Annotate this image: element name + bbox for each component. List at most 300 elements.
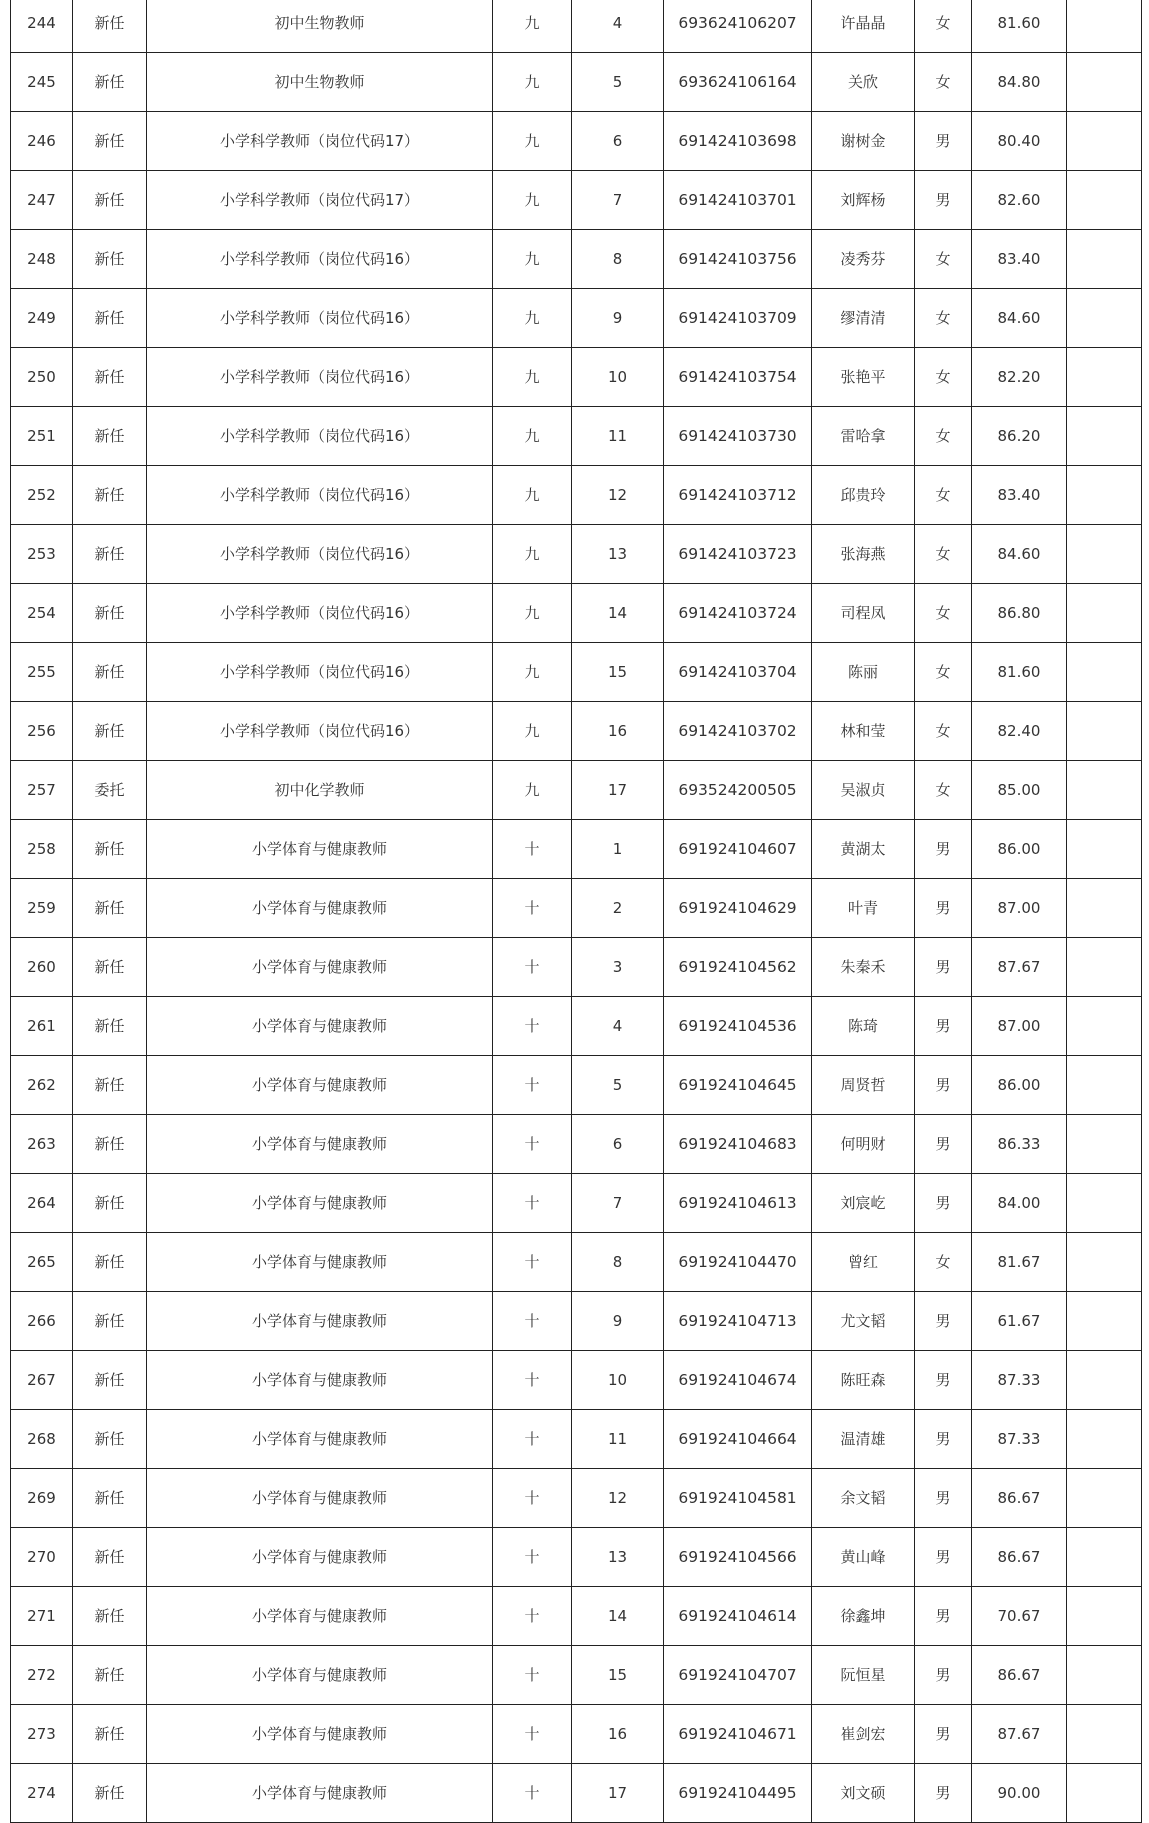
hire-type-cell: 新任	[73, 1646, 147, 1705]
gender-cell: 男	[915, 1587, 972, 1646]
score-cell: 86.00	[972, 1056, 1067, 1115]
exam-id-cell: 691924104607	[664, 820, 812, 879]
gender-cell: 女	[915, 643, 972, 702]
hire-type-cell: 新任	[73, 1410, 147, 1469]
name-cell: 黄湖太	[812, 820, 915, 879]
score-cell: 84.60	[972, 289, 1067, 348]
exam-id-cell: 691924104613	[664, 1174, 812, 1233]
order-cell: 16	[572, 1705, 664, 1764]
table-row	[11, 1233, 1142, 1292]
remarks-cell	[1067, 879, 1142, 938]
row-number-cell: 258	[11, 820, 73, 879]
group-cell: 九	[493, 761, 572, 820]
order-cell: 6	[572, 112, 664, 171]
gender-cell: 男	[915, 112, 972, 171]
row-number-cell: 269	[11, 1469, 73, 1528]
row-number-cell: 272	[11, 1646, 73, 1705]
row-number-cell: 271	[11, 1587, 73, 1646]
position-cell: 小学体育与健康教师	[147, 1056, 493, 1115]
gender-cell: 女	[915, 761, 972, 820]
order-cell: 14	[572, 1587, 664, 1646]
score-cell: 83.40	[972, 466, 1067, 525]
score-cell: 84.60	[972, 525, 1067, 584]
hire-type-cell: 新任	[73, 466, 147, 525]
table-row	[11, 112, 1142, 171]
table-row	[11, 761, 1142, 820]
name-cell: 雷哈拿	[812, 407, 915, 466]
exam-id-cell: 693624106207	[664, 0, 812, 53]
table-row	[11, 820, 1142, 879]
hire-type-cell: 新任	[73, 1115, 147, 1174]
name-cell: 尤文韬	[812, 1292, 915, 1351]
row-number-cell: 267	[11, 1351, 73, 1410]
score-cell: 81.67	[972, 1233, 1067, 1292]
order-cell: 6	[572, 1115, 664, 1174]
position-cell: 小学体育与健康教师	[147, 1410, 493, 1469]
hire-type-cell: 新任	[73, 112, 147, 171]
table-row	[11, 525, 1142, 584]
position-cell: 初中化学教师	[147, 761, 493, 820]
score-cell: 87.33	[972, 1351, 1067, 1410]
name-cell: 叶青	[812, 879, 915, 938]
name-cell: 曾红	[812, 1233, 915, 1292]
table-row	[11, 1351, 1142, 1410]
order-cell: 13	[572, 1528, 664, 1587]
position-cell: 小学体育与健康教师	[147, 1587, 493, 1646]
order-cell: 12	[572, 1469, 664, 1528]
order-cell: 5	[572, 1056, 664, 1115]
name-cell: 许晶晶	[812, 0, 915, 53]
gender-cell: 男	[915, 1469, 972, 1528]
exam-id-cell: 691924104581	[664, 1469, 812, 1528]
gender-cell: 女	[915, 1233, 972, 1292]
row-number-cell: 274	[11, 1764, 73, 1823]
gender-cell: 女	[915, 702, 972, 761]
gender-cell: 男	[915, 1115, 972, 1174]
table-row	[11, 1705, 1142, 1764]
group-cell: 十	[493, 1056, 572, 1115]
remarks-cell	[1067, 1587, 1142, 1646]
position-cell: 小学体育与健康教师	[147, 1351, 493, 1410]
row-number-cell: 265	[11, 1233, 73, 1292]
remarks-cell	[1067, 1115, 1142, 1174]
group-cell: 九	[493, 230, 572, 289]
group-cell: 十	[493, 1115, 572, 1174]
name-cell: 凌秀芬	[812, 230, 915, 289]
row-number-cell: 253	[11, 525, 73, 584]
name-cell: 刘辉杨	[812, 171, 915, 230]
order-cell: 1	[572, 820, 664, 879]
gender-cell: 女	[915, 348, 972, 407]
remarks-cell	[1067, 0, 1142, 53]
gender-cell: 男	[915, 1056, 972, 1115]
score-cell: 84.80	[972, 53, 1067, 112]
table-row	[11, 289, 1142, 348]
name-cell: 徐鑫坤	[812, 1587, 915, 1646]
order-cell: 4	[572, 0, 664, 53]
name-cell: 林和莹	[812, 702, 915, 761]
row-number-cell: 252	[11, 466, 73, 525]
score-cell: 86.67	[972, 1469, 1067, 1528]
exam-id-cell: 691424103698	[664, 112, 812, 171]
table-row	[11, 1056, 1142, 1115]
gender-cell: 男	[915, 171, 972, 230]
remarks-cell	[1067, 407, 1142, 466]
name-cell: 刘文硕	[812, 1764, 915, 1823]
exam-id-cell: 691924104713	[664, 1292, 812, 1351]
exam-id-cell: 691424103730	[664, 407, 812, 466]
gender-cell: 男	[915, 1174, 972, 1233]
order-cell: 2	[572, 879, 664, 938]
position-cell: 小学科学教师（岗位代码16）	[147, 230, 493, 289]
remarks-cell	[1067, 525, 1142, 584]
score-cell: 83.40	[972, 230, 1067, 289]
remarks-cell	[1067, 112, 1142, 171]
group-cell: 九	[493, 643, 572, 702]
gender-cell: 男	[915, 1705, 972, 1764]
group-cell: 九	[493, 289, 572, 348]
name-cell: 何明财	[812, 1115, 915, 1174]
row-number-cell: 255	[11, 643, 73, 702]
group-cell: 十	[493, 1410, 572, 1469]
group-cell: 十	[493, 1528, 572, 1587]
exam-id-cell: 691924104566	[664, 1528, 812, 1587]
remarks-cell	[1067, 53, 1142, 112]
table-row	[11, 466, 1142, 525]
position-cell: 小学体育与健康教师	[147, 1292, 493, 1351]
remarks-cell	[1067, 584, 1142, 643]
row-number-cell: 273	[11, 1705, 73, 1764]
order-cell: 4	[572, 997, 664, 1056]
hire-type-cell: 新任	[73, 1351, 147, 1410]
group-cell: 十	[493, 1764, 572, 1823]
row-number-cell: 251	[11, 407, 73, 466]
gender-cell: 男	[915, 820, 972, 879]
order-cell: 15	[572, 643, 664, 702]
exam-id-cell: 691924104562	[664, 938, 812, 997]
group-cell: 十	[493, 879, 572, 938]
order-cell: 5	[572, 53, 664, 112]
group-cell: 九	[493, 525, 572, 584]
position-cell: 初中生物教师	[147, 0, 493, 53]
name-cell: 谢树金	[812, 112, 915, 171]
hire-type-cell: 新任	[73, 1469, 147, 1528]
row-number-cell: 246	[11, 112, 73, 171]
remarks-cell	[1067, 1292, 1142, 1351]
position-cell: 小学科学教师（岗位代码16）	[147, 525, 493, 584]
row-number-cell: 262	[11, 1056, 73, 1115]
hire-type-cell: 新任	[73, 348, 147, 407]
group-cell: 九	[493, 466, 572, 525]
hire-type-cell: 委托	[73, 761, 147, 820]
remarks-cell	[1067, 643, 1142, 702]
group-cell: 九	[493, 584, 572, 643]
group-cell: 十	[493, 820, 572, 879]
table-body	[11, 0, 1142, 1823]
group-cell: 九	[493, 407, 572, 466]
order-cell: 10	[572, 1351, 664, 1410]
position-cell: 小学科学教师（岗位代码16）	[147, 348, 493, 407]
remarks-cell	[1067, 1646, 1142, 1705]
row-number-cell: 259	[11, 879, 73, 938]
order-cell: 16	[572, 702, 664, 761]
remarks-cell	[1067, 171, 1142, 230]
score-cell: 61.67	[972, 1292, 1067, 1351]
exam-id-cell: 691924104629	[664, 879, 812, 938]
gender-cell: 女	[915, 525, 972, 584]
exam-id-cell: 691924104614	[664, 1587, 812, 1646]
position-cell: 小学科学教师（岗位代码16）	[147, 584, 493, 643]
table-row	[11, 643, 1142, 702]
position-cell: 小学体育与健康教师	[147, 1528, 493, 1587]
remarks-cell	[1067, 348, 1142, 407]
group-cell: 十	[493, 938, 572, 997]
name-cell: 张艳平	[812, 348, 915, 407]
gender-cell: 男	[915, 879, 972, 938]
order-cell: 13	[572, 525, 664, 584]
exam-id-cell: 691424103701	[664, 171, 812, 230]
hire-type-cell: 新任	[73, 407, 147, 466]
order-cell: 7	[572, 1174, 664, 1233]
table-row	[11, 53, 1142, 112]
gender-cell: 女	[915, 0, 972, 53]
exam-id-cell: 691924104495	[664, 1764, 812, 1823]
remarks-cell	[1067, 820, 1142, 879]
score-cell: 80.40	[972, 112, 1067, 171]
exam-id-cell: 691924104470	[664, 1233, 812, 1292]
score-cell: 82.20	[972, 348, 1067, 407]
name-cell: 阮恒星	[812, 1646, 915, 1705]
table-row	[11, 1764, 1142, 1823]
order-cell: 17	[572, 1764, 664, 1823]
score-cell: 70.67	[972, 1587, 1067, 1646]
position-cell: 小学科学教师（岗位代码17）	[147, 112, 493, 171]
table-row	[11, 1292, 1142, 1351]
exam-id-cell: 691424103756	[664, 230, 812, 289]
remarks-cell	[1067, 1410, 1142, 1469]
name-cell: 余文韬	[812, 1469, 915, 1528]
hire-type-cell: 新任	[73, 1705, 147, 1764]
remarks-cell	[1067, 289, 1142, 348]
order-cell: 17	[572, 761, 664, 820]
position-cell: 小学体育与健康教师	[147, 1705, 493, 1764]
group-cell: 九	[493, 171, 572, 230]
remarks-cell	[1067, 1469, 1142, 1528]
hire-type-cell: 新任	[73, 525, 147, 584]
row-number-cell: 249	[11, 289, 73, 348]
gender-cell: 男	[915, 997, 972, 1056]
order-cell: 7	[572, 171, 664, 230]
remarks-cell	[1067, 761, 1142, 820]
name-cell: 朱秦禾	[812, 938, 915, 997]
score-cell: 86.20	[972, 407, 1067, 466]
name-cell: 张海燕	[812, 525, 915, 584]
hire-type-cell: 新任	[73, 289, 147, 348]
hire-type-cell: 新任	[73, 1174, 147, 1233]
group-cell: 十	[493, 1233, 572, 1292]
gender-cell: 女	[915, 289, 972, 348]
name-cell: 陈琦	[812, 997, 915, 1056]
hire-type-cell: 新任	[73, 938, 147, 997]
score-cell: 86.67	[972, 1528, 1067, 1587]
table-row	[11, 1410, 1142, 1469]
row-number-cell: 245	[11, 53, 73, 112]
position-cell: 小学科学教师（岗位代码17）	[147, 171, 493, 230]
name-cell: 周贤哲	[812, 1056, 915, 1115]
remarks-cell	[1067, 702, 1142, 761]
exam-id-cell: 693524200505	[664, 761, 812, 820]
order-cell: 14	[572, 584, 664, 643]
remarks-cell	[1067, 997, 1142, 1056]
row-number-cell: 256	[11, 702, 73, 761]
name-cell: 刘宸屹	[812, 1174, 915, 1233]
table-row	[11, 230, 1142, 289]
gender-cell: 女	[915, 230, 972, 289]
hire-type-cell: 新任	[73, 997, 147, 1056]
position-cell: 小学体育与健康教师	[147, 879, 493, 938]
order-cell: 11	[572, 407, 664, 466]
position-cell: 小学科学教师（岗位代码16）	[147, 289, 493, 348]
score-cell: 84.00	[972, 1174, 1067, 1233]
row-number-cell: 264	[11, 1174, 73, 1233]
gender-cell: 女	[915, 53, 972, 112]
gender-cell: 男	[915, 1646, 972, 1705]
exam-id-cell: 691924104671	[664, 1705, 812, 1764]
exam-id-cell: 691424103709	[664, 289, 812, 348]
table-row	[11, 997, 1142, 1056]
row-number-cell: 257	[11, 761, 73, 820]
remarks-cell	[1067, 230, 1142, 289]
hire-type-cell: 新任	[73, 1587, 147, 1646]
group-cell: 十	[493, 1292, 572, 1351]
score-cell: 82.60	[972, 171, 1067, 230]
order-cell: 3	[572, 938, 664, 997]
position-cell: 小学体育与健康教师	[147, 1469, 493, 1528]
group-cell: 九	[493, 348, 572, 407]
exam-id-cell: 691424103702	[664, 702, 812, 761]
remarks-cell	[1067, 1764, 1142, 1823]
hire-type-cell: 新任	[73, 643, 147, 702]
score-cell: 81.60	[972, 0, 1067, 53]
hire-type-cell: 新任	[73, 0, 147, 53]
score-cell: 87.67	[972, 1705, 1067, 1764]
remarks-cell	[1067, 466, 1142, 525]
exam-id-cell: 691924104664	[664, 1410, 812, 1469]
table-row	[11, 1646, 1142, 1705]
row-number-cell: 248	[11, 230, 73, 289]
gender-cell: 男	[915, 1528, 972, 1587]
table-row	[11, 0, 1142, 53]
exam-id-cell: 691424103704	[664, 643, 812, 702]
row-number-cell: 268	[11, 1410, 73, 1469]
exam-id-cell: 691424103723	[664, 525, 812, 584]
table-row	[11, 348, 1142, 407]
hire-type-cell: 新任	[73, 1292, 147, 1351]
score-cell: 87.33	[972, 1410, 1067, 1469]
table-row	[11, 1174, 1142, 1233]
name-cell: 陈丽	[812, 643, 915, 702]
hire-type-cell: 新任	[73, 53, 147, 112]
gender-cell: 男	[915, 1351, 972, 1410]
gender-cell: 男	[915, 1292, 972, 1351]
hire-type-cell: 新任	[73, 879, 147, 938]
name-cell: 缪清清	[812, 289, 915, 348]
table-row	[11, 584, 1142, 643]
hire-type-cell: 新任	[73, 230, 147, 289]
score-cell: 87.00	[972, 879, 1067, 938]
position-cell: 小学体育与健康教师	[147, 997, 493, 1056]
row-number-cell: 266	[11, 1292, 73, 1351]
gender-cell: 女	[915, 584, 972, 643]
gender-cell: 男	[915, 938, 972, 997]
group-cell: 九	[493, 112, 572, 171]
name-cell: 吴淑贞	[812, 761, 915, 820]
table-row	[11, 1115, 1142, 1174]
score-cell: 86.80	[972, 584, 1067, 643]
order-cell: 11	[572, 1410, 664, 1469]
group-cell: 十	[493, 997, 572, 1056]
remarks-cell	[1067, 938, 1142, 997]
table-row	[11, 702, 1142, 761]
row-number-cell: 250	[11, 348, 73, 407]
score-cell: 90.00	[972, 1764, 1067, 1823]
gender-cell: 男	[915, 1764, 972, 1823]
gender-cell: 女	[915, 407, 972, 466]
row-number-cell: 254	[11, 584, 73, 643]
row-number-cell: 260	[11, 938, 73, 997]
hire-type-cell: 新任	[73, 1528, 147, 1587]
position-cell: 小学科学教师（岗位代码16）	[147, 643, 493, 702]
table-row	[11, 1587, 1142, 1646]
name-cell: 温清雄	[812, 1410, 915, 1469]
row-number-cell: 270	[11, 1528, 73, 1587]
hire-type-cell: 新任	[73, 584, 147, 643]
score-cell: 86.67	[972, 1646, 1067, 1705]
group-cell: 十	[493, 1469, 572, 1528]
position-cell: 初中生物教师	[147, 53, 493, 112]
hire-type-cell: 新任	[73, 1764, 147, 1823]
exam-id-cell: 691424103724	[664, 584, 812, 643]
position-cell: 小学体育与健康教师	[147, 1233, 493, 1292]
table-row	[11, 938, 1142, 997]
group-cell: 十	[493, 1646, 572, 1705]
hire-type-cell: 新任	[73, 1233, 147, 1292]
position-cell: 小学科学教师（岗位代码16）	[147, 407, 493, 466]
name-cell: 邱贵玲	[812, 466, 915, 525]
remarks-cell	[1067, 1233, 1142, 1292]
name-cell: 关欣	[812, 53, 915, 112]
position-cell: 小学体育与健康教师	[147, 820, 493, 879]
position-cell: 小学科学教师（岗位代码16）	[147, 702, 493, 761]
group-cell: 十	[493, 1174, 572, 1233]
order-cell: 8	[572, 1233, 664, 1292]
hire-type-cell: 新任	[73, 171, 147, 230]
order-cell: 10	[572, 348, 664, 407]
table-row	[11, 879, 1142, 938]
group-cell: 十	[493, 1587, 572, 1646]
score-cell: 86.00	[972, 820, 1067, 879]
exam-id-cell: 691924104536	[664, 997, 812, 1056]
hire-type-cell: 新任	[73, 1056, 147, 1115]
exam-id-cell: 693624106164	[664, 53, 812, 112]
score-cell: 85.00	[972, 761, 1067, 820]
name-cell: 司程凤	[812, 584, 915, 643]
row-number-cell: 261	[11, 997, 73, 1056]
order-cell: 15	[572, 1646, 664, 1705]
name-cell: 陈旺森	[812, 1351, 915, 1410]
gender-cell: 女	[915, 466, 972, 525]
table-row	[11, 1469, 1142, 1528]
